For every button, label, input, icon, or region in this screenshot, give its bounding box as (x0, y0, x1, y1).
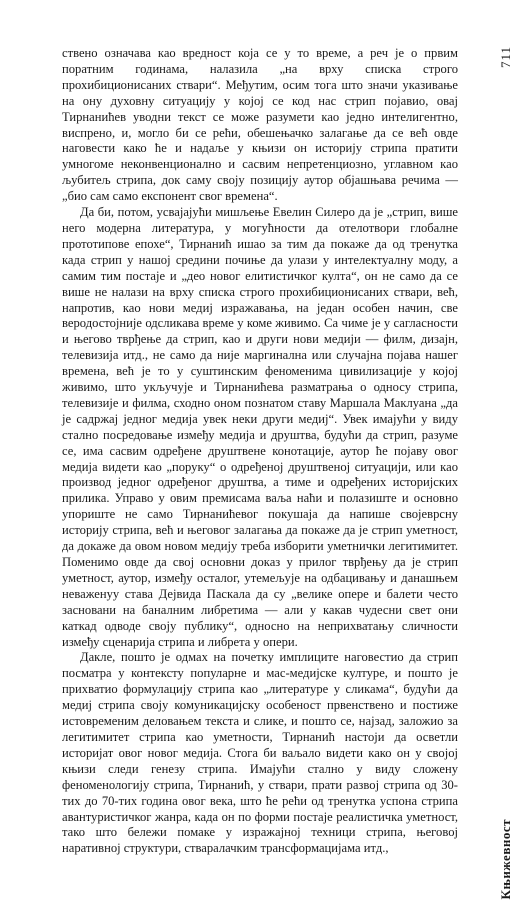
paragraph-1: ствено означава као вредност која се у то време, а реч је о првим поратним годинама, налазила „на врху списка строго прохибиционисаних ствари“. Међутим, осим тога што значи указивање на ону духовну ситуацију у којој се код нас стрип појавио, овај Тирнанићев уводни текст се може разумети као једно интелигентно, виспрено, и, могло би се рећи, обешењачко залагање да се већ овде наговести како ће и надаље у књизи он историју стрипа пратити умногоме неконвенционално и сасвим непретенциозно, углавном као љубитељ стрипа, док саму своју позицију аутор објашњава речима — „био сам само експонент свог времена“. (62, 46, 458, 204)
paragraph-2: Да би, потом, усвајајући мишљење Евелин Силеро да је „стрип, више него модерна литература, у могућности да отелотвори глобалне прототипове епохе“, Тирнанић ишао за тим да покаже да од тренутка када стрип у нашој средини почиње да улази у интелектуалну моду, а самим тим постаје и „део новог елитистичког култа“, он не само да се више не налази на врху списка строго прохибиционисаних ствари, већ, напротив, као нови медиј изражавања, на један особен начин, све веродостојније одсликава време у коме живимо. Са чиме је у сагласности и његово тврђење да стрип, као и други нови медији — филм, дизајн, телевизија итд., не само да није маргинална или случајна појава нашег времена, већ је то у суштинским феноменима цивилизације у којој живимо, што укључује и Тирнанићева разматрања о односу стрипа, телевизије и филма, сходно оном познатом ставу Маршала Маклуана „да је садржај једног медија увек неки други медиј“. Увек имајући у виду стално посредовање између медија и друштва, будући да стрип, разуме се, има сасвим одређене друштвене конотације, аутор ће појаву овог медија видети као „поруку“ о одређеној друштвеној ситуацији, или као производ једног одређеног друштва, а тиме и одређених историјских прилика. Управо у овим премисама ваља наћи и полазиште и основно упориште не само Тирнанићевог покушаја да напише својеврсну историју стрипа, већ и његовог залагања да покаже да је стрип уметност, да докаже да овом новом медију треба изборити уметнички легитимитет. Поменимо овде да свој основни доказ у прилог тврђењу да је стрип уметност, аутор, између осталог, утемељује на одбацивању и данашњем неваженуу става Дејвида Паскала да су „велике опере и балети често засновани на баналним либретима — али у какав чудесни свет они каткад одводе своју публику“, односно на неприхватању сличности између сценарија стрипа и либрета у опери. (62, 205, 458, 649)
page-number: 711 (498, 46, 513, 69)
body-text (62, 46, 458, 857)
running-head: Књижевност (498, 818, 513, 899)
paragraph-3: Дакле, пошто је одмах на почетку имплиците наговестио да стрип посматра у контексту популарне и мас-медијске културе, и пошто је прихватио формулацију стрипа као „литературе у сликама“, будући да медиј стрипа своју комуникацијску особеност првенствено и постиже истовременим деловањем текста и слике, и поштo се, најзад, заложио за легитимитет стрипа као уметности, Тирнанић настоји да осветли историјат овог новог медија. Стога би ваљало видети како он у својој књизи следи генезу стрипа. Имајући стално у виду сложену феноменологију стрипа, Тирнанић, у ствари, прати развој стрипа од 30-тих до 70-тих година овог века, што ће рећи од тренутка успона стрипа авантуристичког жанра, када он по форми постаје реалистичка уметност, тако што бележи помаке у изражајној техници стрипа, његовој наративној структури, стваралачким трансформацијама итд., (62, 650, 458, 856)
